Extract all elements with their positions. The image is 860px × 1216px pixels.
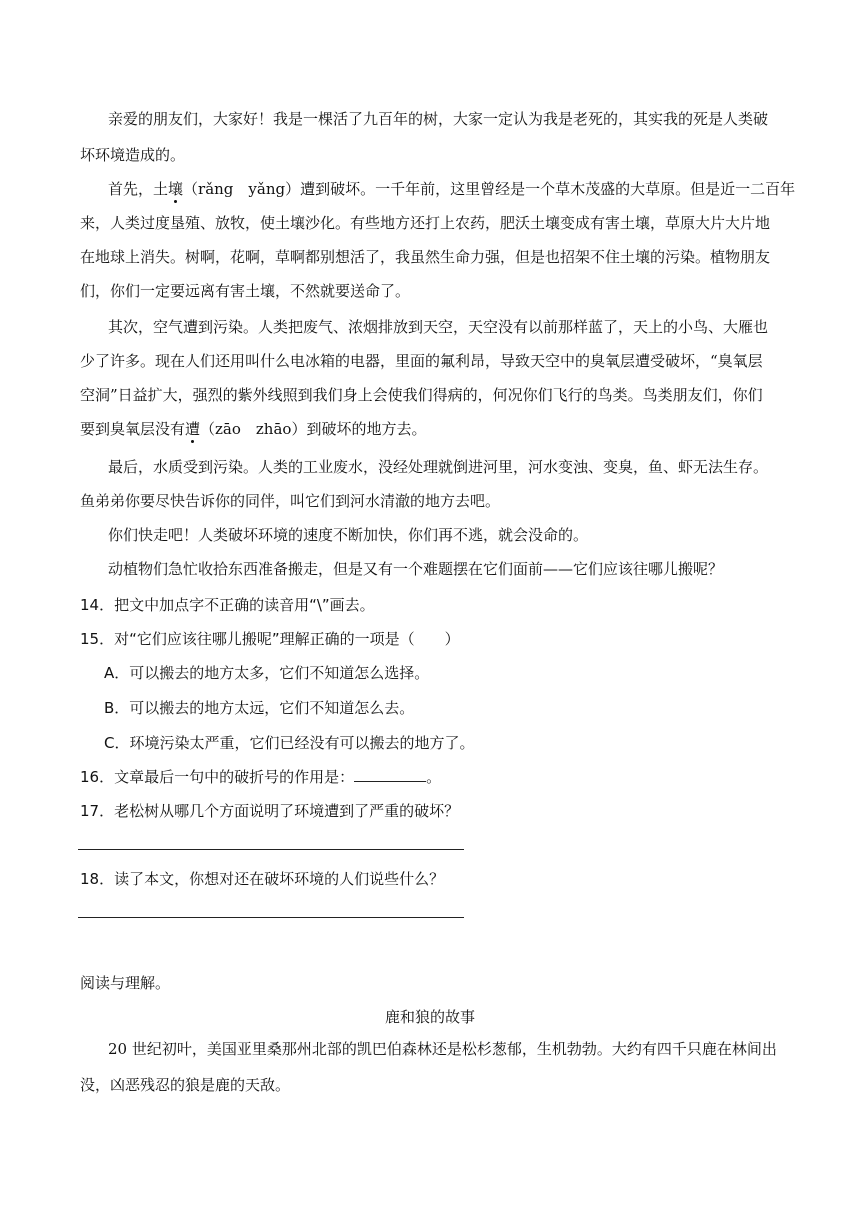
paragraph-line: 们，你们一定要远离有害土壤，不然就要送命了。 (80, 282, 411, 300)
option-c: C．环境污染太严重，它们已经没有可以搬去的地方了。 (104, 734, 475, 752)
paragraph-line: 少了许多。现在人们还用叫什么电冰箱的电器，里面的氟利昂，导致天空中的臭氧层遭受破坏，“臭氧层 (80, 352, 763, 370)
question-16-text: 16．文章最后一句中的破折号的作用是： (80, 768, 355, 786)
dotted-character: 壤 (168, 180, 184, 198)
text-run: （rǎng yǎng）遭到破坏。一千年前，这里曾经是一个草木茂盛的大草原。但是近一二百年 (183, 180, 796, 198)
paragraph-line: 20 世纪初叶，美国亚里桑那州北部的凯巴伯森林还是松杉葱郁，生机勃勃。大约有四千只鹿在林间出 (108, 1040, 777, 1058)
answer-line-18[interactable] (78, 917, 464, 918)
question-17: 17．老松树从哪几个方面说明了环境遭到了严重的破坏？ (80, 802, 460, 820)
paragraph-line: 鱼弟弟你要尽快告诉你的同伴，叫它们到河水清澈的地方去吧。 (80, 492, 501, 510)
paragraph-line: 动植物们急忙收拾东西准备搬走，但是又有一个难题摆在它们面前——它们应该往哪儿搬呢？ (108, 560, 724, 578)
text-run: 首先，土 (108, 180, 169, 198)
answer-blank[interactable] (354, 767, 426, 782)
paragraph-line: 空洞”日益扩大，强烈的紫外线照到我们身上会使我们得病的，何况你们飞行的鸟类。鸟类朋友们，你们 (80, 386, 763, 404)
paragraph-line: 其次，空气遭到污染。人类把废气、浓烟排放到天空，天空没有以前那样蓝了，天上的小鸟、大雁也 (108, 318, 769, 336)
paragraph-line: 最后，水质受到污染。人类的工业废水，没经处理就倒进河里，河水变浊、变臭，鱼、虾无法生存。 (108, 458, 769, 476)
paragraph-line: 你们快走吧！人类破坏环境的速度不断加快，你们再不逃，就会没命的。 (108, 526, 589, 544)
question-16-end: 。 (426, 768, 442, 786)
dotted-character: 遭 (185, 420, 201, 438)
section-heading: 阅读与理解。 (80, 974, 171, 992)
question-18: 18．读了本文，你想对还在破坏环境的人们说些什么？ (80, 870, 445, 888)
text-run: 要到臭氧层没有 (80, 420, 186, 438)
question-14: 14．把文中加点字不正确的读音用“\”画去。 (80, 596, 375, 614)
option-a: A．可以搬去的地方太多，它们不知道怎么选择。 (104, 664, 430, 682)
paragraph-line: 来，人类过度垦殖、放牧，使土壤沙化。有些地方还打上农药，肥沃土壤变成有害土壤，草原大片大片地 (80, 214, 771, 232)
option-b: B．可以搬去的地方太远，它们不知道怎么去。 (104, 699, 415, 717)
question-16 (80, 766, 441, 787)
question-15: 15．对“它们应该往哪儿搬呢”理解正确的一项是（ ） (80, 630, 460, 648)
paragraph-line: 亲爱的朋友们，大家好！我是一棵活了九百年的树，大家一定认为我是老死的，其实我的死是人类破 (108, 110, 769, 128)
paragraph-line (80, 420, 426, 438)
answer-line-17[interactable] (78, 849, 464, 850)
story-title: 鹿和狼的故事 (384, 1008, 475, 1026)
text-run: （zāo zhāo）到破坏的地方去。 (200, 420, 427, 438)
paragraph-line (108, 180, 795, 198)
paragraph-line: 坏环境造成的。 (80, 146, 186, 164)
paragraph-line: 在地球上消失。树啊，花啊，草啊都别想活了，我虽然生命力强，但是也招架不住土壤的污染。植物朋友 (80, 248, 771, 266)
paragraph-line: 没，凶恶残忍的狼是鹿的天敌。 (80, 1076, 291, 1094)
